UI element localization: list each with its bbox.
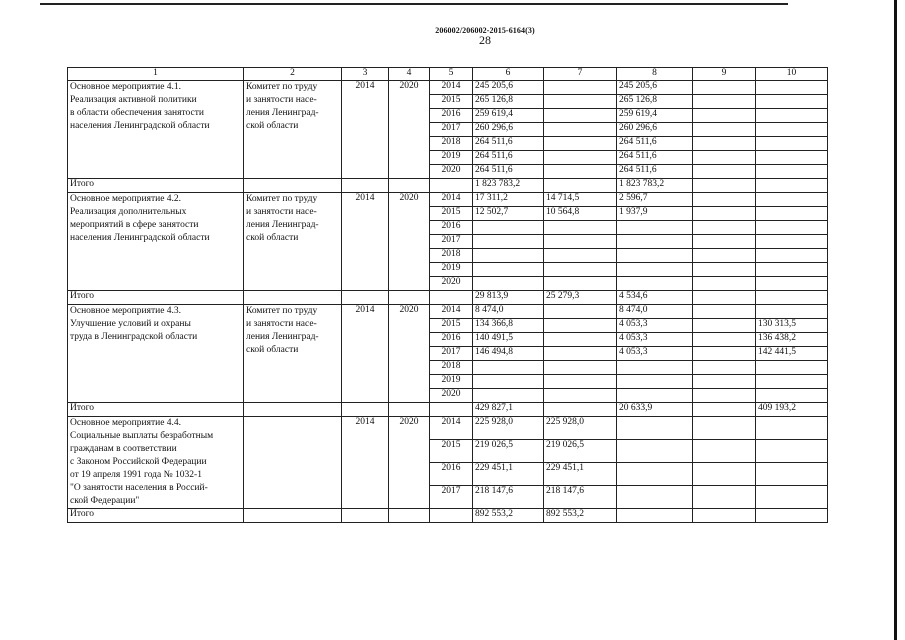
total-value-cell xyxy=(756,179,828,193)
year-cell: 2018 xyxy=(430,249,473,263)
value-cell: 4 053,3 xyxy=(617,333,693,347)
value-cell: 245 205,6 xyxy=(473,81,544,95)
executor xyxy=(244,417,342,509)
end-year: 2020 xyxy=(389,81,430,179)
value-cell: 130 313,5 xyxy=(756,319,828,333)
value-cell xyxy=(756,375,828,389)
value-cell xyxy=(617,249,693,263)
empty-cell xyxy=(389,291,430,305)
value-cell: 17 311,2 xyxy=(473,193,544,207)
total-label: Итого xyxy=(68,291,244,305)
value-cell xyxy=(617,277,693,291)
value-cell xyxy=(544,263,617,277)
activity-title: Основное мероприятие 4.3. Улучшение условий и охраны труда в Ленинградской области xyxy=(68,305,244,403)
value-cell xyxy=(756,221,828,235)
value-cell xyxy=(693,347,756,361)
table-row xyxy=(68,305,828,319)
value-cell: 1 937,9 xyxy=(617,207,693,221)
executor: Комитет по труду и занятости насе- ления Ленинград- ской области xyxy=(244,193,342,291)
value-cell xyxy=(473,235,544,249)
value-cell xyxy=(617,440,693,463)
value-cell: 10 564,8 xyxy=(544,207,617,221)
total-row xyxy=(68,291,828,305)
value-cell: 264 511,6 xyxy=(473,151,544,165)
value-cell xyxy=(544,305,617,319)
value-cell xyxy=(756,137,828,151)
value-cell xyxy=(756,151,828,165)
value-cell xyxy=(756,81,828,95)
total-value-cell xyxy=(693,179,756,193)
value-cell xyxy=(544,249,617,263)
column-number: 6 xyxy=(473,68,544,81)
total-value-cell: 429 827,1 xyxy=(473,403,544,417)
total-value-cell xyxy=(544,403,617,417)
year-cell: 2015 xyxy=(430,440,473,463)
value-cell xyxy=(756,235,828,249)
value-cell xyxy=(756,165,828,179)
value-cell xyxy=(756,193,828,207)
start-year: 2014 xyxy=(342,81,389,179)
value-cell: 146 494,8 xyxy=(473,347,544,361)
year-cell: 2016 xyxy=(430,463,473,486)
end-year: 2020 xyxy=(389,417,430,509)
value-cell xyxy=(617,361,693,375)
value-cell: 265 126,8 xyxy=(473,95,544,109)
empty-cell xyxy=(342,403,389,417)
value-cell xyxy=(617,463,693,486)
value-cell xyxy=(693,486,756,509)
executor: Комитет по труду и занятости насе- ления Ленинград- ской области xyxy=(244,305,342,403)
value-cell xyxy=(693,81,756,95)
value-cell xyxy=(693,207,756,221)
value-cell xyxy=(544,347,617,361)
value-cell xyxy=(544,109,617,123)
value-cell xyxy=(693,151,756,165)
empty-cell xyxy=(430,509,473,523)
value-cell xyxy=(756,361,828,375)
value-cell: 2 596,7 xyxy=(617,193,693,207)
value-cell xyxy=(756,277,828,291)
column-number: 7 xyxy=(544,68,617,81)
empty-cell xyxy=(244,291,342,305)
empty-cell xyxy=(244,403,342,417)
total-row xyxy=(68,509,828,523)
value-cell xyxy=(693,463,756,486)
start-year: 2014 xyxy=(342,305,389,403)
year-cell: 2014 xyxy=(430,193,473,207)
total-label: Итого xyxy=(68,179,244,193)
value-cell xyxy=(544,137,617,151)
value-cell xyxy=(693,165,756,179)
value-cell xyxy=(693,235,756,249)
value-cell xyxy=(544,165,617,179)
value-cell xyxy=(544,235,617,249)
year-cell: 2017 xyxy=(430,347,473,361)
value-cell xyxy=(544,81,617,95)
activity-title: Основное мероприятие 4.2. Реализация дополнительных мероприятий в сфере занятости населения Ленинградской области xyxy=(68,193,244,291)
value-cell xyxy=(693,305,756,319)
year-cell: 2016 xyxy=(430,333,473,347)
value-cell: 218 147,6 xyxy=(473,486,544,509)
empty-cell xyxy=(342,179,389,193)
column-number: 4 xyxy=(389,68,430,81)
empty-cell xyxy=(389,179,430,193)
value-cell xyxy=(693,440,756,463)
total-value-cell: 25 279,3 xyxy=(544,291,617,305)
total-value-cell: 20 633,9 xyxy=(617,403,693,417)
column-number: 3 xyxy=(342,68,389,81)
start-year: 2014 xyxy=(342,193,389,291)
value-cell xyxy=(617,263,693,277)
year-cell: 2017 xyxy=(430,235,473,249)
value-cell xyxy=(544,375,617,389)
value-cell xyxy=(693,193,756,207)
value-cell xyxy=(617,375,693,389)
total-value-cell: 892 553,2 xyxy=(544,509,617,523)
value-cell xyxy=(473,361,544,375)
page-number: 28 xyxy=(479,33,491,47)
total-value-cell: 1 823 783,2 xyxy=(617,179,693,193)
empty-cell xyxy=(389,403,430,417)
value-cell xyxy=(693,361,756,375)
value-cell: 260 296,6 xyxy=(617,123,693,137)
value-cell: 264 511,6 xyxy=(617,137,693,151)
value-cell xyxy=(693,333,756,347)
empty-cell xyxy=(342,509,389,523)
value-cell: 140 491,5 xyxy=(473,333,544,347)
total-row xyxy=(68,403,828,417)
value-cell: 264 511,6 xyxy=(473,137,544,151)
program-table xyxy=(67,67,828,523)
year-cell: 2017 xyxy=(430,486,473,509)
value-cell: 259 619,4 xyxy=(473,109,544,123)
value-cell: 259 619,4 xyxy=(617,109,693,123)
year-cell: 2020 xyxy=(430,277,473,291)
year-cell: 2018 xyxy=(430,361,473,375)
value-cell: 264 511,6 xyxy=(473,165,544,179)
empty-cell xyxy=(430,403,473,417)
table-row xyxy=(68,81,828,95)
value-cell: 225 928,0 xyxy=(473,417,544,440)
value-cell xyxy=(473,221,544,235)
value-cell: 12 502,7 xyxy=(473,207,544,221)
year-cell: 2020 xyxy=(430,165,473,179)
value-cell xyxy=(693,109,756,123)
value-cell: 229 451,1 xyxy=(544,463,617,486)
value-cell xyxy=(473,263,544,277)
value-cell xyxy=(693,263,756,277)
value-cell xyxy=(756,263,828,277)
column-number: 5 xyxy=(430,68,473,81)
value-cell xyxy=(544,221,617,235)
total-value-cell xyxy=(756,509,828,523)
total-value-cell xyxy=(756,291,828,305)
value-cell xyxy=(693,137,756,151)
year-cell: 2016 xyxy=(430,221,473,235)
empty-cell xyxy=(430,291,473,305)
empty-cell xyxy=(430,179,473,193)
column-number: 8 xyxy=(617,68,693,81)
value-cell xyxy=(473,375,544,389)
value-cell xyxy=(756,440,828,463)
value-cell xyxy=(693,389,756,403)
value-cell: 265 126,8 xyxy=(617,95,693,109)
total-value-cell: 4 534,6 xyxy=(617,291,693,305)
column-number: 2 xyxy=(244,68,342,81)
column-number: 10 xyxy=(756,68,828,81)
document-id: 206002/206002-2015-6164(3) xyxy=(435,26,535,35)
value-cell: 225 928,0 xyxy=(544,417,617,440)
value-cell: 264 511,6 xyxy=(617,151,693,165)
value-cell xyxy=(617,221,693,235)
year-cell: 2015 xyxy=(430,207,473,221)
value-cell xyxy=(756,417,828,440)
executor: Комитет по труду и занятости насе- ления Ленинград- ской области xyxy=(244,81,342,179)
year-cell: 2014 xyxy=(430,305,473,319)
value-cell: 8 474,0 xyxy=(617,305,693,319)
value-cell xyxy=(693,417,756,440)
activity-title: Основное мероприятие 4.4. Социальные выплаты безработным гражданам в соответствии с Законом Российской Федерации от 19 апреля 1991 года № 1032-1 "О занятости населения в Россий- ской Федерации" xyxy=(68,417,244,509)
year-cell: 2020 xyxy=(430,389,473,403)
year-cell: 2018 xyxy=(430,137,473,151)
value-cell xyxy=(756,486,828,509)
empty-cell xyxy=(342,291,389,305)
year-cell: 2017 xyxy=(430,123,473,137)
value-cell xyxy=(756,123,828,137)
total-value-cell xyxy=(617,509,693,523)
total-value-cell: 892 553,2 xyxy=(473,509,544,523)
value-cell xyxy=(544,123,617,137)
total-row xyxy=(68,179,828,193)
total-value-cell xyxy=(693,509,756,523)
value-cell xyxy=(756,305,828,319)
total-value-cell xyxy=(693,291,756,305)
value-cell: 218 147,6 xyxy=(544,486,617,509)
value-cell xyxy=(693,319,756,333)
table-row xyxy=(68,193,828,207)
value-cell: 219 026,5 xyxy=(473,440,544,463)
value-cell: 229 451,1 xyxy=(473,463,544,486)
column-number: 9 xyxy=(693,68,756,81)
total-value-cell xyxy=(544,179,617,193)
header-row xyxy=(68,68,828,81)
value-cell xyxy=(693,123,756,137)
value-cell xyxy=(756,109,828,123)
year-cell: 2019 xyxy=(430,151,473,165)
value-cell xyxy=(756,463,828,486)
value-cell xyxy=(544,319,617,333)
total-value-cell xyxy=(693,403,756,417)
year-cell: 2015 xyxy=(430,95,473,109)
value-cell xyxy=(544,389,617,403)
value-cell: 4 053,3 xyxy=(617,319,693,333)
value-cell: 260 296,6 xyxy=(473,123,544,137)
value-cell xyxy=(544,361,617,375)
value-cell: 4 053,3 xyxy=(617,347,693,361)
value-cell: 142 441,5 xyxy=(756,347,828,361)
value-cell: 136 438,2 xyxy=(756,333,828,347)
year-cell: 2015 xyxy=(430,319,473,333)
value-cell xyxy=(693,277,756,291)
column-number: 1 xyxy=(68,68,244,81)
total-value-cell: 29 813,9 xyxy=(473,291,544,305)
value-cell xyxy=(693,249,756,263)
year-cell: 2019 xyxy=(430,375,473,389)
year-cell: 2019 xyxy=(430,263,473,277)
value-cell xyxy=(473,277,544,291)
total-value-cell: 1 823 783,2 xyxy=(473,179,544,193)
value-cell xyxy=(693,375,756,389)
value-cell xyxy=(617,389,693,403)
value-cell xyxy=(617,235,693,249)
value-cell: 14 714,5 xyxy=(544,193,617,207)
value-cell xyxy=(617,417,693,440)
page-edge xyxy=(894,0,897,640)
year-cell: 2016 xyxy=(430,109,473,123)
total-label: Итого xyxy=(68,509,244,523)
value-cell xyxy=(617,486,693,509)
value-cell: 245 205,6 xyxy=(617,81,693,95)
activity-title: Основное мероприятие 4.1. Реализация активной политики в области обеспечения занятости населения Ленинградской области xyxy=(68,81,244,179)
empty-cell xyxy=(244,179,342,193)
value-cell xyxy=(544,151,617,165)
total-label: Итого xyxy=(68,403,244,417)
empty-cell xyxy=(244,509,342,523)
empty-cell xyxy=(389,509,430,523)
value-cell xyxy=(756,207,828,221)
value-cell: 134 366,8 xyxy=(473,319,544,333)
value-cell xyxy=(473,249,544,263)
value-cell xyxy=(756,389,828,403)
year-cell: 2014 xyxy=(430,81,473,95)
value-cell xyxy=(693,95,756,109)
value-cell: 264 511,6 xyxy=(617,165,693,179)
start-year: 2014 xyxy=(342,417,389,509)
end-year: 2020 xyxy=(389,193,430,291)
value-cell xyxy=(544,277,617,291)
value-cell: 219 026,5 xyxy=(544,440,617,463)
value-cell xyxy=(544,95,617,109)
value-cell xyxy=(756,249,828,263)
table-row xyxy=(68,417,828,440)
value-cell xyxy=(693,221,756,235)
value-cell xyxy=(756,95,828,109)
total-value-cell: 409 193,2 xyxy=(756,403,828,417)
value-cell: 8 474,0 xyxy=(473,305,544,319)
end-year: 2020 xyxy=(389,305,430,403)
value-cell xyxy=(544,333,617,347)
value-cell xyxy=(473,389,544,403)
top-rule xyxy=(40,3,788,5)
year-cell: 2014 xyxy=(430,417,473,440)
